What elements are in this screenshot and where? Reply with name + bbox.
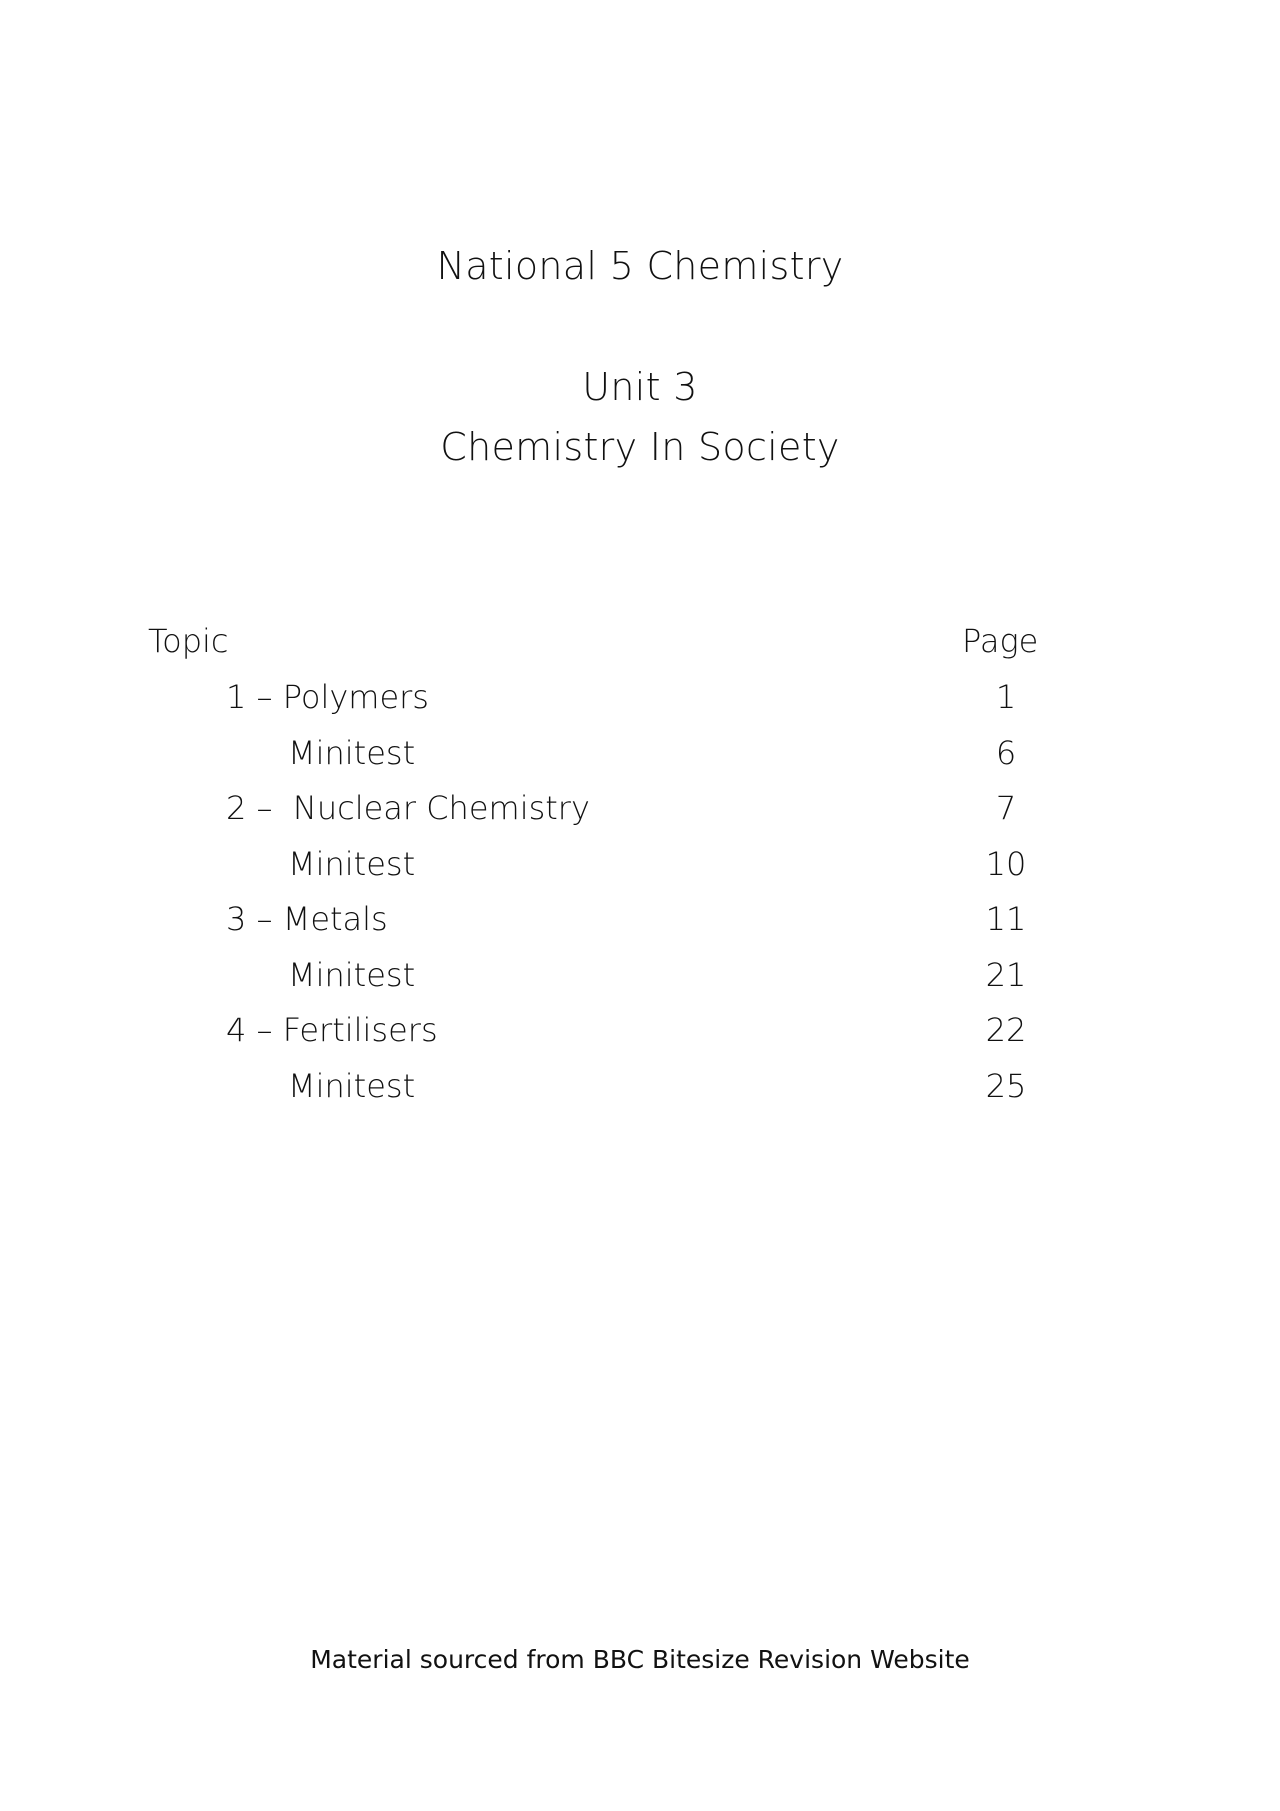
toc-entry	[0, 789, 1280, 839]
toc-topic-heading: Topic	[148, 622, 229, 660]
toc-entry-label: 1 – Polymers	[226, 678, 429, 716]
toc-entry	[0, 734, 1280, 784]
toc-entry-page: 6	[995, 733, 1017, 772]
toc-entry	[0, 845, 1280, 895]
toc-entry	[0, 1011, 1280, 1061]
toc-entry-label: Minitest	[288, 844, 416, 883]
toc-entry-label: 2 – Nuclear Chemistry	[226, 789, 590, 827]
unit-number: Unit 3	[582, 365, 698, 409]
toc-entry-page: 11	[985, 900, 1027, 938]
toc-entry-label: Minitest	[288, 1066, 416, 1105]
toc-entry-page: 10	[985, 844, 1027, 883]
toc-entry-page: 7	[995, 789, 1017, 827]
toc-entry-page: 1	[995, 678, 1017, 716]
unit-title: Chemistry In Society	[440, 425, 840, 469]
toc-page-heading: Page	[962, 622, 1039, 660]
toc-entry	[0, 900, 1280, 950]
toc-entry-label: Minitest	[288, 955, 416, 994]
toc-entry-page: 21	[985, 955, 1027, 994]
source-footer: Material sourced from BBC Bitesize Revision Website	[310, 1645, 970, 1674]
toc-entry-page: 22	[985, 1011, 1027, 1049]
toc-entry-label: 4 – Fertilisers	[226, 1011, 438, 1049]
toc-entry-page: 25	[985, 1066, 1027, 1105]
toc-entry-label: 3 – Metals	[226, 900, 388, 938]
toc-entry	[0, 956, 1280, 1006]
toc-entry	[0, 678, 1280, 728]
course-title: National 5 Chemistry	[436, 244, 844, 288]
toc-entry	[0, 1067, 1280, 1117]
toc-entry-label: Minitest	[288, 733, 416, 772]
